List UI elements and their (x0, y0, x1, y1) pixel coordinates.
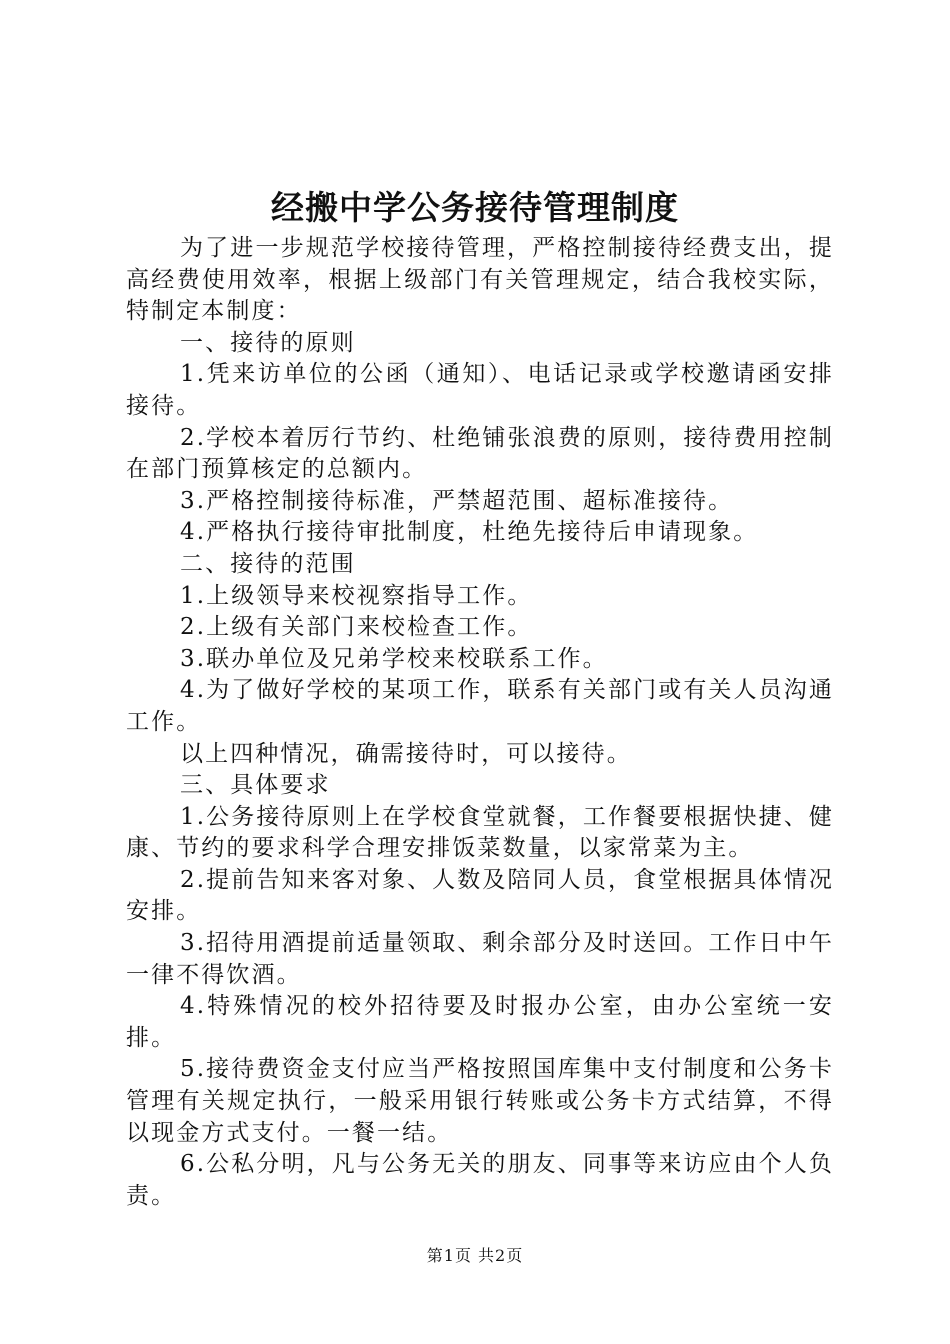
section-heading-requirements: 三、具体要求 (180, 772, 331, 799)
paragraph: 2.提前告知来客对象、人数及陪同人员，食堂根据具体情况安排。 (126, 866, 834, 925)
section-heading-principles: 一、接待的原则 (180, 329, 356, 356)
paragraph: 4.严格执行接待审批制度，杜绝先接待后申请现象。 (180, 519, 759, 546)
paragraph: 6.公私分明，凡与公务无关的朋友、同事等来访应由个人负责。 (126, 1151, 834, 1209)
page-footer: 第1页 共2页 (426, 1246, 524, 1265)
document-title: 经搬中学公务接待管理制度 (271, 188, 679, 227)
section-heading-scope: 二、接待的范围 (180, 550, 356, 577)
paragraph-intro: 为了进一步规范学校接待管理，严格控制接待经费支出，提高经费使用效率，根据上级部门有关管理规定，结合我校实际，特制定本制度： (126, 235, 834, 325)
paragraph: 3.联办单位及兄弟学校来校联系工作。 (180, 645, 608, 672)
paragraph: 1.上级领导来校视察指导工作。 (180, 582, 533, 609)
paragraph: 以上四种情况，确需接待时，可以接待。 (180, 740, 632, 767)
paragraph: 5.接待费资金支付应当严格按照国库集中支付制度和公务卡管理有关规定执行，一般采用银行转账或公务卡方式结算，不得以现金方式支付。一餐一结。 (126, 1056, 834, 1146)
paragraph: 2.学校本着厉行节约、杜绝铺张浪费的原则，接待费用控制在部门预算核定的总额内。 (126, 424, 834, 483)
paragraph: 3.招待用酒提前适量领取、剩余部分及时送回。工作日中午一律不得饮酒。 (126, 930, 834, 988)
paragraph: 2.上级有关部门来校检查工作。 (180, 614, 533, 641)
paragraph: 1.凭来访单位的公函（通知）、电话记录或学校邀请函安排接待。 (126, 361, 834, 419)
paragraph: 1.公务接待原则上在学校食堂就餐，工作餐要根据快捷、健康、节约的要求科学合理安排饭菜数量，以家常菜为主。 (126, 803, 834, 862)
document-body (126, 233, 834, 1212)
paragraph: 3.严格控制接待标准，严禁超范围、超标准接待。 (180, 487, 734, 514)
paragraph: 4.为了做好学校的某项工作，联系有关部门或有关人员沟通工作。 (126, 677, 834, 735)
paragraph: 4.特殊情况的校外招待要及时报办公室，由办公室统一安排。 (126, 993, 834, 1051)
